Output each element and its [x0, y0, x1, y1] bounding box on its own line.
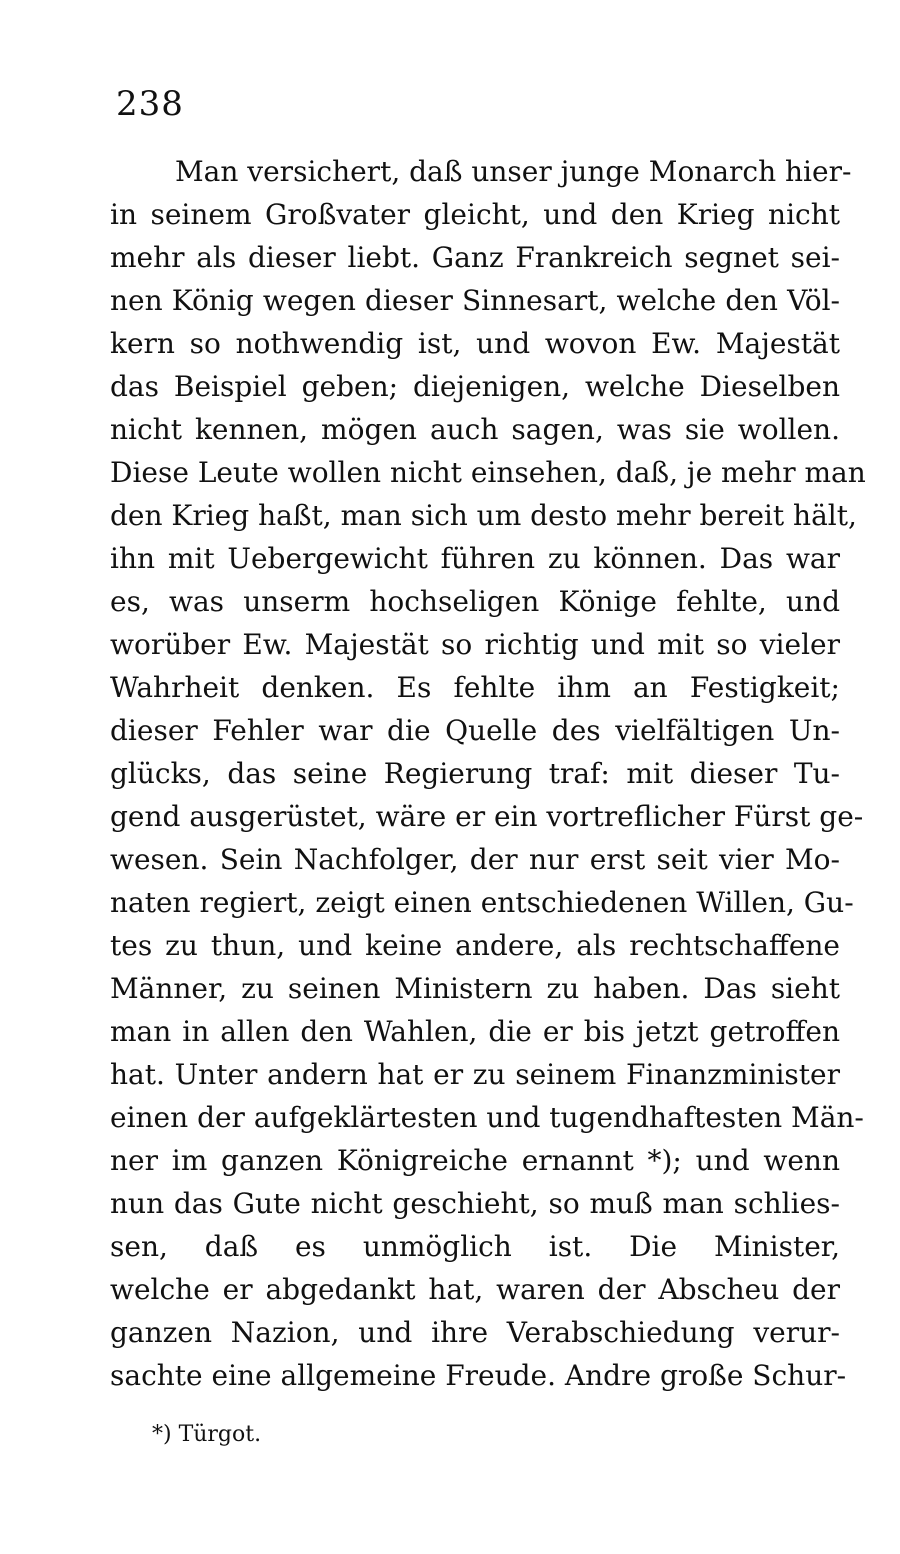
text-line: den Krieg haßt, man sich um desto mehr bereit hält, [110, 499, 857, 532]
text-line: ner im ganzen Königreiche ernannt *); und wenn [110, 1144, 840, 1177]
text-line: das Beispiel geben; diejenigen, welche Dieselben [110, 370, 840, 403]
text-line: es, was unserm hochseligen Könige fehlte, und [110, 585, 840, 618]
text-line: nicht kennen, mögen auch sagen, was sie wollen. [110, 413, 840, 446]
text-line: worüber Ew. Majestät so richtig und mit so vieler [110, 628, 840, 661]
text-line: Man versichert, daß unser junge Monarch hier- [175, 155, 852, 188]
text-line: naten regiert, zeigt einen entschiedenen Willen, Gu- [110, 886, 854, 919]
text-line: sachte eine allgemeine Freude. Andre große Schur- [110, 1359, 847, 1392]
text-line: kern so nothwendig ist, und wovon Ew. Majestät [110, 327, 840, 360]
text-line: glücks, das seine Regierung traf: mit dieser Tu- [110, 757, 840, 790]
text-line: Männer, zu seinen Ministern zu haben. Das sieht [110, 972, 840, 1005]
text-line: in seinem Großvater gleicht, und den Krieg nicht [110, 198, 840, 231]
text-line: sen, daß es unmöglich ist. Die Minister, [110, 1230, 840, 1263]
text-line: nen König wegen dieser Sinnesart, welche den Völ- [110, 284, 840, 317]
text-line: tes zu thun, und keine andere, als rechtschaffene [110, 929, 840, 962]
text-line: einen der aufgeklärtesten und tugendhaftesten Män- [110, 1101, 864, 1134]
body-text [110, 150, 866, 1397]
text-line: Diese Leute wollen nicht einsehen, daß, je mehr man [110, 456, 866, 489]
text-line: nun das Gute nicht geschieht, so muß man schlies- [110, 1187, 840, 1220]
footnote: *) Türgot. [152, 1422, 262, 1447]
text-line: dieser Fehler war die Quelle des vielfältigen Un- [110, 714, 840, 747]
text-line: wesen. Sein Nachfolger, der nur erst seit vier Mo- [110, 843, 840, 876]
text-line: Wahrheit denken. Es fehlte ihm an Festigkeit; [110, 671, 840, 704]
text-line: ihn mit Uebergewicht führen zu können. Das war [110, 542, 840, 575]
page-number: 238 [116, 84, 184, 124]
text-line: ganzen Nazion, und ihre Verabschiedung verur- [110, 1316, 840, 1349]
text-line: hat. Unter andern hat er zu seinem Finanzminister [110, 1058, 840, 1091]
text-line: welche er abgedankt hat, waren der Abscheu der [110, 1273, 840, 1306]
text-line: gend ausgerüstet, wäre er ein vortreflicher Fürst ge- [110, 800, 864, 833]
text-line: mehr als dieser liebt. Ganz Frankreich segnet sei- [110, 241, 840, 274]
text-line: man in allen den Wahlen, die er bis jetzt getroffen [110, 1015, 840, 1048]
